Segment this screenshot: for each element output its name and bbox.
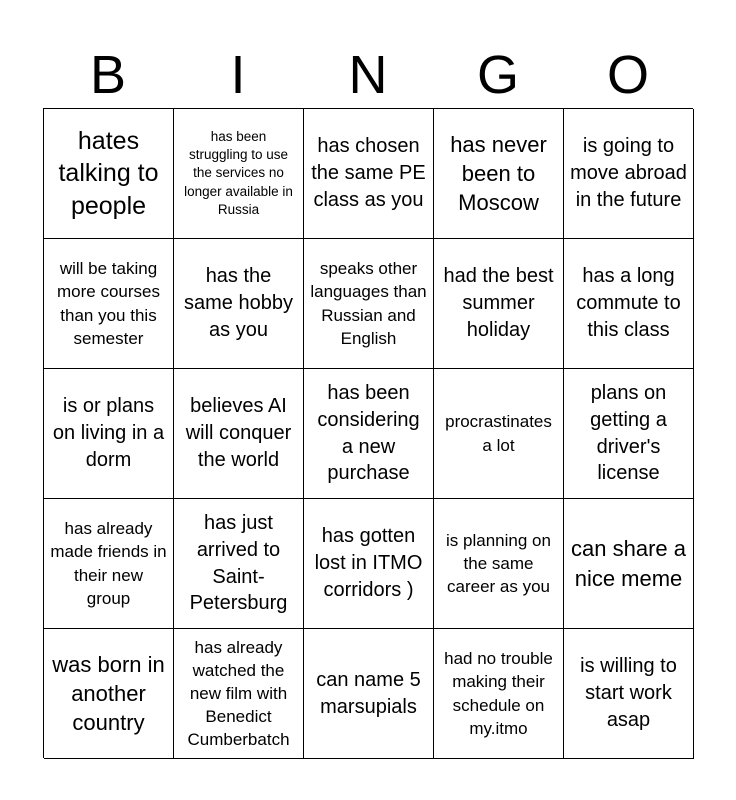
cell-text: is planning on the same career as you [446,530,551,597]
cell-text: can share a nice meme [571,536,686,591]
bingo-cell-r1-c2[interactable] [174,109,304,239]
cell-text: has been considering a new purchase [317,381,420,485]
bingo-cell-r4-c2[interactable] [174,499,304,629]
cell-text: hates talking to people [58,126,159,220]
header-letter-n: N [348,45,388,105]
cell-text: procrastinates a lot [445,412,552,455]
bingo-cell-r2-c3[interactable] [304,239,434,369]
bingo-header [43,42,693,108]
cell-text: had no trouble making their schedule on my.itmo [444,649,553,738]
cell-text: will be taking more courses than you this semester [57,259,160,348]
bingo-cell-r1-c5[interactable] [564,109,694,239]
bingo-cell-r1-c4[interactable] [434,109,564,239]
cell-text: has already made friends in their new group [50,519,167,608]
bingo-cell-r5-c4[interactable] [434,629,564,759]
header-letter-i: I [230,45,246,105]
cell-text: has already watched the new film with Benedict Cumberbatch [187,637,290,750]
bingo-cell-r3-c3[interactable] [304,369,434,499]
bingo-cell-r5-c2[interactable] [174,629,304,759]
bingo-cell-r1-c1[interactable] [44,109,174,239]
bingo-cell-r4-c3[interactable] [304,499,434,629]
bingo-cell-r2-c1[interactable] [44,239,174,369]
cell-text: is or plans on living in a dorm [52,395,165,471]
cell-text: is willing to start work asap [580,655,677,731]
header-letter-b: B [89,45,127,105]
bingo-cell-r2-c4[interactable] [434,239,564,369]
cell-text: speaks other languages than Russian and English [310,259,427,348]
bingo-cell-r4-c1[interactable] [44,499,174,629]
header-letter-o: O [606,45,649,105]
bingo-cell-r1-c3[interactable] [304,109,434,239]
bingo-cell-r5-c3[interactable] [304,629,434,759]
bingo-cell-r3-c2[interactable] [174,369,304,499]
cell-text: had the best summer holiday [443,265,554,341]
bingo-cell-r3-c5[interactable] [564,369,694,499]
cell-text: has a long commute to this class [576,265,681,341]
cell-text: has never been to Moscow [450,131,547,216]
bingo-cell-r4-c4[interactable] [434,499,564,629]
cell-text: can name 5 marsupials [316,668,421,718]
cell-text: is going to move abroad in the future [570,135,687,211]
bingo-cell-r2-c2[interactable] [174,239,304,369]
cell-text: was born in another country [52,651,165,736]
cell-text: has been struggling to use the services no longer available in Russia [184,129,293,217]
header-letter-g: G [476,45,519,105]
bingo-cell-r5-c1[interactable] [44,629,174,759]
bingo-board [43,108,693,758]
bingo-cell-r2-c5[interactable] [564,239,694,369]
cell-text: believes AI will conquer the world [185,395,292,471]
cell-text: has just arrived to Saint-Petersburg [189,511,288,615]
cell-text: plans on getting a driver's license [590,381,667,485]
bingo-cell-r5-c5[interactable] [564,629,694,759]
cell-text: has gotten lost in ITMO corridors ) [314,525,423,601]
cell-text: has chosen the same PE class as you [311,135,426,211]
cell-text: has the same hobby as you [184,265,293,341]
bingo-cell-r3-c1[interactable] [44,369,174,499]
bingo-cell-r4-c5[interactable] [564,499,694,629]
bingo-cell-r3-c4[interactable] [434,369,564,499]
